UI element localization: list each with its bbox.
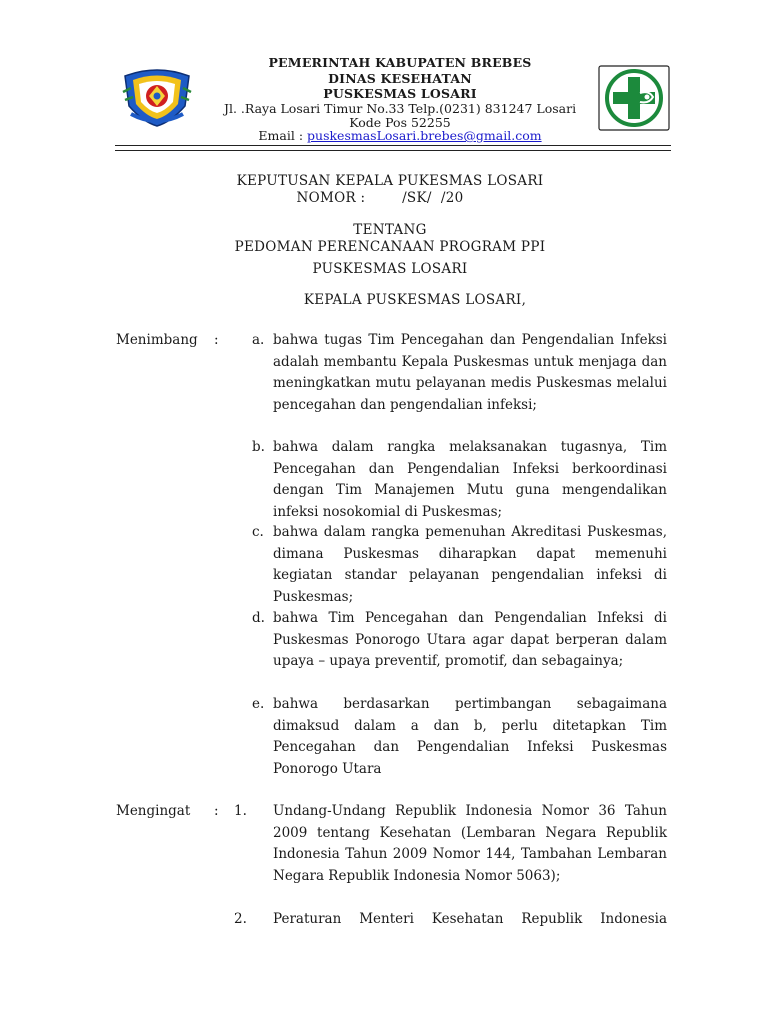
menimbang-marker-d: d. <box>252 610 265 626</box>
letterhead-government: PEMERINTAH KABUPATEN BREBES <box>268 55 532 70</box>
menimbang-item-d: bahwa Tim Pencegahan dan Pengendalian Infeksi di Puskesmas Ponorogo Utara agar dapat berperan dalam upaya – upaya preventif, promotif, dan sebagainya; <box>273 610 667 669</box>
menimbang-colon: : <box>214 332 219 348</box>
menimbang-item-a: bahwa tugas Tim Pencegahan dan Pengendalian Infeksi adalah membantu Kepala Puskesmas untuk menjaga dan meningkatkan mutu pelayanan medis Puskesmas melalui pencegahan dan pengendalian infeksi; <box>273 332 667 413</box>
menimbang-marker-c: c. <box>252 524 264 540</box>
decree-heading: KEPUTUSAN KEPALA PUKESMAS LOSARI <box>236 173 544 189</box>
decree-issuer: KEPALA PUSKESMAS LOSARI, <box>303 292 527 308</box>
mengingat-marker-1: 1. <box>234 803 247 819</box>
letterhead-department: DINAS KESEHATAN <box>328 71 472 86</box>
decree-number: NOMOR : /SK/ /20 <box>296 190 464 206</box>
mengingat-item-1: Undang-Undang Republik Indonesia Nomor 36 Tahun 2009 tentang Kesehatan (Lembaran Negara Republik Indonesia Tahun 2009 Nomor 144, Tambahan Lembaran Negara Republik Indonesia Nomor 5063); <box>273 803 667 884</box>
mengingat-item-2: Peraturan Menteri Kesehatan Republik Indonesia <box>273 911 667 927</box>
letterhead-postal-code: Kode Pos 52255 <box>349 115 451 130</box>
menimbang-marker-e: e. <box>252 696 265 712</box>
menimbang-item-c: bahwa dalam rangka pemenuhan Akreditasi Puskesmas, dimana Puskesmas diharapkan dapat memenuhi kegiatan standar pelayanan pengendalian infeksi di Puskesmas; <box>273 524 667 605</box>
decree-about: TENTANG <box>353 222 427 238</box>
menimbang-marker-b: b. <box>252 439 265 455</box>
decree-subject: PEDOMAN PERENCANAAN PROGRAM PPI <box>234 239 546 255</box>
menimbang-marker-a: a. <box>252 332 265 348</box>
mengingat-label: Mengingat <box>116 803 191 819</box>
letterhead-institution: PUSKESMAS LOSARI <box>323 86 477 101</box>
letterhead-address: Jl. .Raya Losari Timur No.33 Telp.(0231) 831247 Losari <box>223 101 577 116</box>
menimbang-label: Menimbang <box>116 332 198 348</box>
letterhead-divider-top <box>115 145 671 146</box>
menimbang-item-e: bahwa berdasarkan pertimbangan sebagaimana dimaksud dalam a dan b, perlu ditetapkan Tim Pencegahan dan Pengendalian Infeksi Puskesmas Ponorogo Utara <box>273 696 667 777</box>
mengingat-marker-2: 2. <box>234 911 247 927</box>
menimbang-item-b: bahwa dalam rangka melaksanakan tugasnya, Tim Pencegahan dan Pengendalian Infeksi berkoordinasi dengan Tim Manajemen Mutu guna mengendalikan infeksi nosokomial di Puskesmas; <box>273 439 667 520</box>
decree-subject-institution: PUSKESMAS LOSARI <box>312 261 468 277</box>
letterhead-divider-bottom <box>115 150 671 151</box>
mengingat-colon: : <box>214 803 219 819</box>
email-label: Email : <box>258 128 308 143</box>
email-link[interactable]: puskesmasLosari.brebes@gmail.com <box>307 128 542 143</box>
letterhead-email-line <box>190 128 610 143</box>
brebes-regency-emblem <box>119 62 195 128</box>
